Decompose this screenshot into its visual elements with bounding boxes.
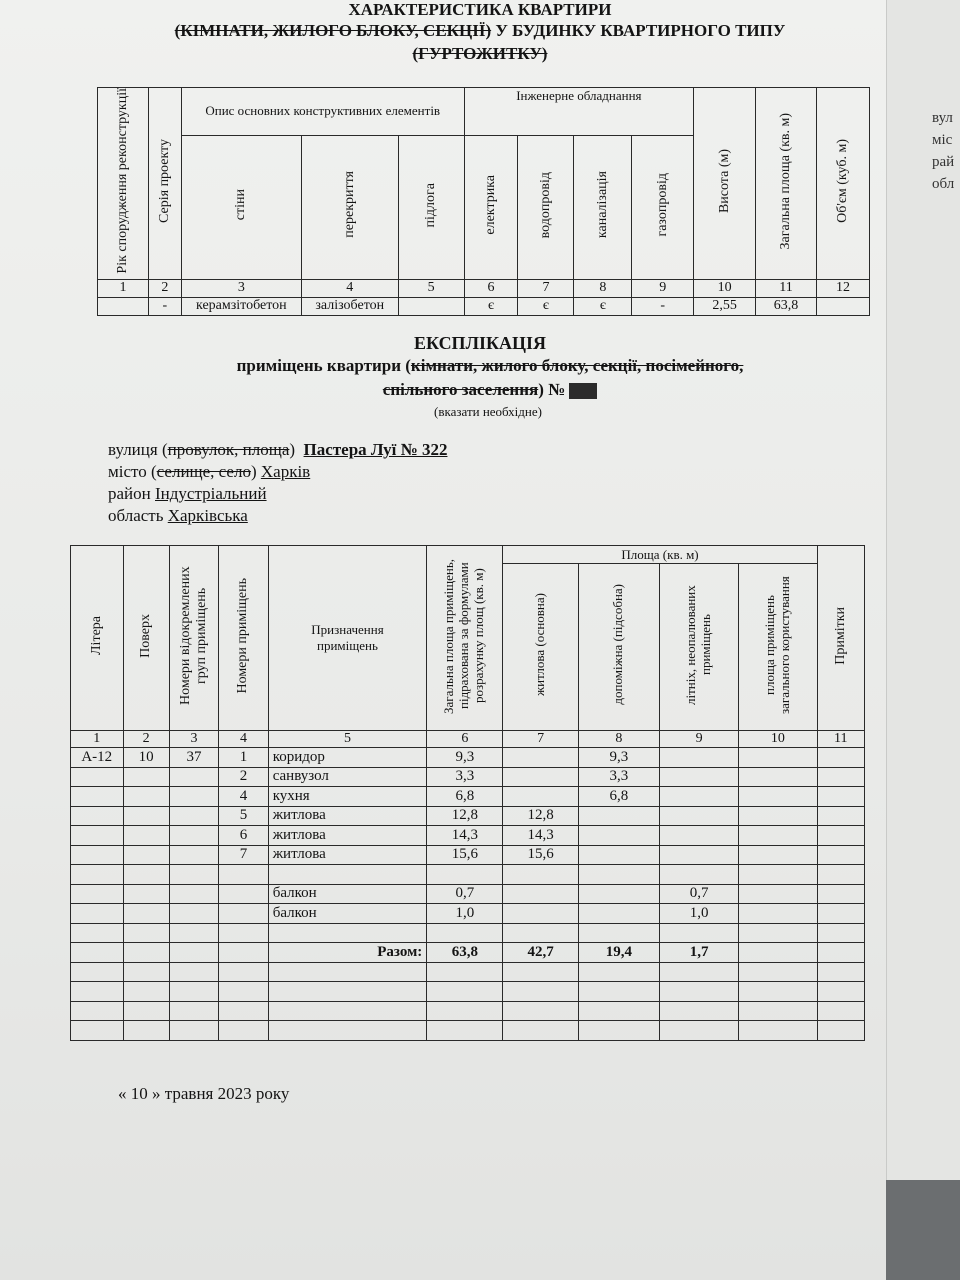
- col-header: стіни: [233, 189, 249, 221]
- doc-subtitle-2: (ГУРТОЖИТКУ): [412, 44, 548, 63]
- table-cell: [71, 767, 124, 787]
- table-cell: [578, 845, 659, 865]
- table-row: [71, 787, 865, 807]
- table-cell: 1,0: [660, 904, 739, 924]
- col-number: 1: [71, 731, 124, 748]
- col-number: 8: [574, 279, 632, 297]
- table-cell: [169, 826, 218, 846]
- table-cell: є: [518, 297, 574, 315]
- table-cell: [817, 1001, 864, 1021]
- col-header: Загальна площа (кв. м): [777, 112, 793, 249]
- table-cell: [169, 884, 218, 904]
- characteristics-table: [97, 87, 870, 316]
- table-cell: [123, 962, 169, 982]
- table-cell: 5: [219, 806, 268, 826]
- col-number: 4: [301, 279, 398, 297]
- table-cell: [169, 845, 218, 865]
- table-cell: -: [632, 297, 694, 315]
- table-cell: [219, 943, 268, 963]
- doc-title: ХАРАКТЕРИСТИКА КВАРТИРИ: [348, 0, 612, 19]
- col-number: 11: [817, 731, 864, 748]
- table-cell: 3,3: [578, 767, 659, 787]
- table-cell: є: [464, 297, 518, 315]
- table-cell: [817, 748, 864, 768]
- table-row: [71, 982, 865, 1002]
- col-header: Інженерне обладнання: [464, 88, 694, 136]
- table-cell: [817, 962, 864, 982]
- col-header: житлова (основна): [532, 593, 548, 696]
- table-cell: [123, 943, 169, 963]
- table-cell: [660, 865, 739, 885]
- table-cell: балкон: [268, 904, 427, 924]
- col-header: Висота (м): [716, 148, 732, 213]
- table-cell: [503, 923, 578, 943]
- table-cell: 0,7: [660, 884, 739, 904]
- col-number: 7: [503, 731, 578, 748]
- table-cell: 15,6: [427, 845, 503, 865]
- city-value: Харків: [260, 462, 311, 481]
- table-cell: [739, 982, 817, 1002]
- table-cell: [71, 865, 124, 885]
- table-cell: [169, 962, 218, 982]
- address-street: вулиця (провулок, площа) Пастера Луї № 322: [108, 440, 448, 459]
- table-cell: житлова: [268, 826, 427, 846]
- table-cell: [739, 826, 817, 846]
- col-number: 11: [756, 279, 817, 297]
- table-row: [71, 1021, 865, 1041]
- table-cell: [739, 748, 817, 768]
- document-date: « 10 » травня 2023 року: [118, 1084, 290, 1103]
- table-row: [71, 845, 865, 865]
- table-cell: [71, 845, 124, 865]
- table-cell: 12,8: [427, 806, 503, 826]
- table-cell: 9,3: [578, 748, 659, 768]
- table-cell: є: [574, 297, 632, 315]
- table-cell: [817, 1021, 864, 1041]
- table-cell: [578, 923, 659, 943]
- table-cell: балкон: [268, 884, 427, 904]
- table-cell: [427, 865, 503, 885]
- table-cell: [169, 1001, 218, 1021]
- col-header: водопровід: [537, 171, 553, 238]
- table-cell: [739, 1001, 817, 1021]
- table-cell: 19,4: [578, 943, 659, 963]
- table-cell: [578, 826, 659, 846]
- col-header: Примітки: [832, 606, 848, 665]
- table-cell: [739, 787, 817, 807]
- table-cell: [169, 982, 218, 1002]
- table-cell: [578, 865, 659, 885]
- table-cell: 1,7: [660, 943, 739, 963]
- table-cell: [817, 767, 864, 787]
- table-cell: [660, 962, 739, 982]
- table-cell: кухня: [268, 787, 427, 807]
- table-row: [98, 279, 870, 297]
- table-cell: 6,8: [578, 787, 659, 807]
- table-cell: 9,3: [427, 748, 503, 768]
- table-row: [71, 884, 865, 904]
- table-row: [71, 923, 865, 943]
- table-cell: [578, 982, 659, 1002]
- table-cell: [739, 1021, 817, 1041]
- table-cell: [578, 962, 659, 982]
- table-cell: [169, 787, 218, 807]
- table-cell: [503, 904, 578, 924]
- table-cell: [817, 884, 864, 904]
- table-cell: [98, 297, 149, 315]
- col-number: 9: [660, 731, 739, 748]
- col-number: 3: [169, 731, 218, 748]
- table-cell: [123, 826, 169, 846]
- edge-fragment: міс: [932, 132, 953, 148]
- explication-title: ЕКСПЛІКАЦІЯ: [413, 333, 547, 353]
- table-row: [71, 806, 865, 826]
- table-cell: [71, 1001, 124, 1021]
- explication-note: (вказати необхідне): [434, 404, 542, 419]
- table-row: [71, 826, 865, 846]
- address-city: місто (селище, село) Харків: [108, 462, 311, 481]
- table-cell: Разом:: [268, 943, 427, 963]
- table-row: [71, 767, 865, 787]
- table-cell: санвузол: [268, 767, 427, 787]
- table-cell: [169, 904, 218, 924]
- table-cell: коридор: [268, 748, 427, 768]
- col-header: Номери відокремлених груп приміщень: [177, 566, 210, 705]
- table-cell: [817, 845, 864, 865]
- table-cell: 7: [219, 845, 268, 865]
- table-row: [71, 748, 865, 768]
- table-cell: 37: [169, 748, 218, 768]
- table-cell: [268, 1001, 427, 1021]
- table-row: [71, 865, 865, 885]
- explication-subtitle: приміщень квартири (кімнати, жилого блоку, секції, посімейного,: [236, 356, 744, 375]
- col-header: Номери приміщень: [235, 577, 251, 694]
- table-cell: житлова: [268, 845, 427, 865]
- table-cell: [219, 884, 268, 904]
- table-cell: [660, 787, 739, 807]
- table-cell: 42,7: [503, 943, 578, 963]
- table-cell: [123, 982, 169, 1002]
- table-row: [98, 297, 870, 315]
- table-cell: [660, 1001, 739, 1021]
- table-cell: керамзітобетон: [181, 297, 301, 315]
- table-cell: 0,7: [427, 884, 503, 904]
- table-cell: [503, 865, 578, 885]
- edge-fragment: обл: [932, 176, 955, 192]
- table-cell: [817, 806, 864, 826]
- col-header: електрика: [482, 174, 498, 235]
- table-cell: [123, 1021, 169, 1041]
- col-header: Призначення приміщень: [268, 546, 427, 731]
- table-cell: [503, 982, 578, 1002]
- table-cell: [169, 943, 218, 963]
- table-cell: 3,3: [427, 767, 503, 787]
- table-cell: 1,0: [427, 904, 503, 924]
- table-cell: [739, 884, 817, 904]
- table-cell: А-12: [71, 748, 124, 768]
- table-cell: [123, 865, 169, 885]
- table-cell: [427, 1001, 503, 1021]
- col-header: каналізація: [594, 171, 610, 239]
- col-number: 3: [181, 279, 301, 297]
- table-cell: 4: [219, 787, 268, 807]
- col-number: 2: [148, 279, 181, 297]
- table-cell: [660, 826, 739, 846]
- table-cell: [268, 923, 427, 943]
- table-row: [71, 731, 865, 748]
- table-cell: -: [148, 297, 181, 315]
- doc-subtitle: (КІМНАТИ, ЖИЛОГО БЛОКУ, СЕКЦІЇ) У БУДИНКУ КВАРТИРНОГО ТИПУ: [174, 21, 786, 40]
- table-cell: [578, 806, 659, 826]
- table-cell: [268, 982, 427, 1002]
- table-cell: [71, 806, 124, 826]
- region-value: Харківська: [167, 506, 248, 525]
- table-cell: 6,8: [427, 787, 503, 807]
- table-cell: [71, 826, 124, 846]
- table-cell: [660, 1021, 739, 1041]
- table-cell: [169, 806, 218, 826]
- table-cell: [268, 1021, 427, 1041]
- table-cell: [169, 865, 218, 885]
- table-cell: [660, 982, 739, 1002]
- table-cell: 14,3: [427, 826, 503, 846]
- table-cell: [578, 1021, 659, 1041]
- table-cell: [739, 904, 817, 924]
- table-cell: [503, 748, 578, 768]
- table-cell: [123, 806, 169, 826]
- table-cell: [219, 1021, 268, 1041]
- table-cell: 2,55: [694, 297, 756, 315]
- col-number: 5: [268, 731, 427, 748]
- col-number: 8: [578, 731, 659, 748]
- col-header: літніх, неопалюваних приміщень: [683, 584, 714, 705]
- table-row: [71, 904, 865, 924]
- table-row: [71, 1001, 865, 1021]
- col-header: Поверх: [138, 613, 154, 658]
- table-cell: 6: [219, 826, 268, 846]
- col-number: 2: [123, 731, 169, 748]
- table-cell: [123, 904, 169, 924]
- redacted-number: [569, 383, 597, 399]
- street-value: Пастера Луї № 322: [303, 440, 448, 459]
- col-header: Опис основних конструктивних елементів: [181, 88, 464, 136]
- table-cell: [71, 943, 124, 963]
- table-cell: [219, 865, 268, 885]
- address-region: область Харківська: [108, 506, 248, 525]
- table-cell: [398, 297, 464, 315]
- table-cell: [578, 884, 659, 904]
- explication-table: [70, 545, 865, 1041]
- table-cell: [268, 865, 427, 885]
- table-cell: [123, 767, 169, 787]
- table-cell: [739, 806, 817, 826]
- table-cell: [427, 982, 503, 1002]
- table-cell: 12,8: [503, 806, 578, 826]
- table-cell: [503, 884, 578, 904]
- col-number: 12: [816, 279, 869, 297]
- table-cell: [660, 767, 739, 787]
- table-cell: [219, 982, 268, 1002]
- table-cell: [817, 923, 864, 943]
- table-cell: 2: [219, 767, 268, 787]
- col-number: 1: [98, 279, 149, 297]
- edge-fragment: рай: [932, 154, 955, 170]
- table-cell: [123, 923, 169, 943]
- table-cell: [739, 923, 817, 943]
- table-cell: [71, 1021, 124, 1041]
- col-number: 7: [518, 279, 574, 297]
- table-cell: [578, 1001, 659, 1021]
- table-cell: [71, 962, 124, 982]
- col-header: площа приміщень загального користування: [761, 575, 792, 714]
- col-number: 10: [694, 279, 756, 297]
- table-cell: [71, 923, 124, 943]
- col-header: Площа (кв. м): [503, 546, 817, 564]
- col-header: газопровід: [654, 172, 670, 237]
- table-cell: [123, 884, 169, 904]
- table-cell: [71, 787, 124, 807]
- table-cell: залізобетон: [301, 297, 398, 315]
- table-cell: 63,8: [427, 943, 503, 963]
- table-cell: 10: [123, 748, 169, 768]
- table-cell: [660, 845, 739, 865]
- table-cell: 63,8: [756, 297, 817, 315]
- col-header: підлога: [423, 182, 439, 227]
- col-header: Рік спорудження реконструкції: [114, 88, 130, 274]
- col-number: 9: [632, 279, 694, 297]
- table-cell: [219, 904, 268, 924]
- table-cell: [123, 845, 169, 865]
- table-cell: [219, 923, 268, 943]
- col-number: 6: [464, 279, 518, 297]
- table-cell: [219, 1001, 268, 1021]
- col-number: 5: [398, 279, 464, 297]
- table-cell: [660, 923, 739, 943]
- table-cell: [503, 767, 578, 787]
- table-cell: [427, 962, 503, 982]
- table-cell: [503, 962, 578, 982]
- table-cell: [123, 787, 169, 807]
- col-header: Літера: [88, 616, 104, 655]
- table-cell: [816, 297, 869, 315]
- table-row: [71, 962, 865, 982]
- table-cell: [503, 787, 578, 807]
- table-cell: [71, 982, 124, 1002]
- col-header: допоміжна (підсобна): [610, 584, 626, 705]
- col-number: 6: [427, 731, 503, 748]
- table-cell: [578, 904, 659, 924]
- table-cell: [817, 787, 864, 807]
- table-cell: [71, 904, 124, 924]
- table-cell: [739, 962, 817, 982]
- table-cell: [123, 1001, 169, 1021]
- table-cell: [660, 806, 739, 826]
- table-cell: [169, 923, 218, 943]
- table-cell: [268, 962, 427, 982]
- table-cell: [817, 982, 864, 1002]
- col-header: Серія проекту: [156, 138, 172, 223]
- explication-subtitle-2: спільного заселення) №: [0, 380, 960, 400]
- table-cell: [427, 1021, 503, 1041]
- table-cell: [169, 1021, 218, 1041]
- col-header: Об'єм (куб. м): [834, 138, 850, 223]
- table-cell: [71, 884, 124, 904]
- table-cell: [817, 865, 864, 885]
- table-cell: [219, 962, 268, 982]
- table-cell: [817, 904, 864, 924]
- table-cell: [427, 923, 503, 943]
- district-value: Індустріальний: [155, 484, 267, 503]
- table-cell: [660, 748, 739, 768]
- table-cell: [503, 1021, 578, 1041]
- address-district: район Індустріальний: [108, 484, 267, 503]
- table-cell: [739, 865, 817, 885]
- table-cell: [169, 767, 218, 787]
- table-cell: [817, 826, 864, 846]
- table-cell: [739, 845, 817, 865]
- table-cell: [739, 943, 817, 963]
- col-header: перекриття: [341, 171, 357, 239]
- col-number: 10: [739, 731, 817, 748]
- table-row: [71, 943, 865, 963]
- table-cell: [503, 1001, 578, 1021]
- table-cell: 15,6: [503, 845, 578, 865]
- table-cell: житлова: [268, 806, 427, 826]
- table-cell: [817, 943, 864, 963]
- edge-fragment: вул: [932, 110, 953, 126]
- table-cell: 14,3: [503, 826, 578, 846]
- table-cell: [739, 767, 817, 787]
- col-number: 4: [219, 731, 268, 748]
- table-cell: 1: [219, 748, 268, 768]
- col-header: Загальна площа приміщень, підрахована за формулами розрахунку площ (кв. м): [441, 557, 487, 714]
